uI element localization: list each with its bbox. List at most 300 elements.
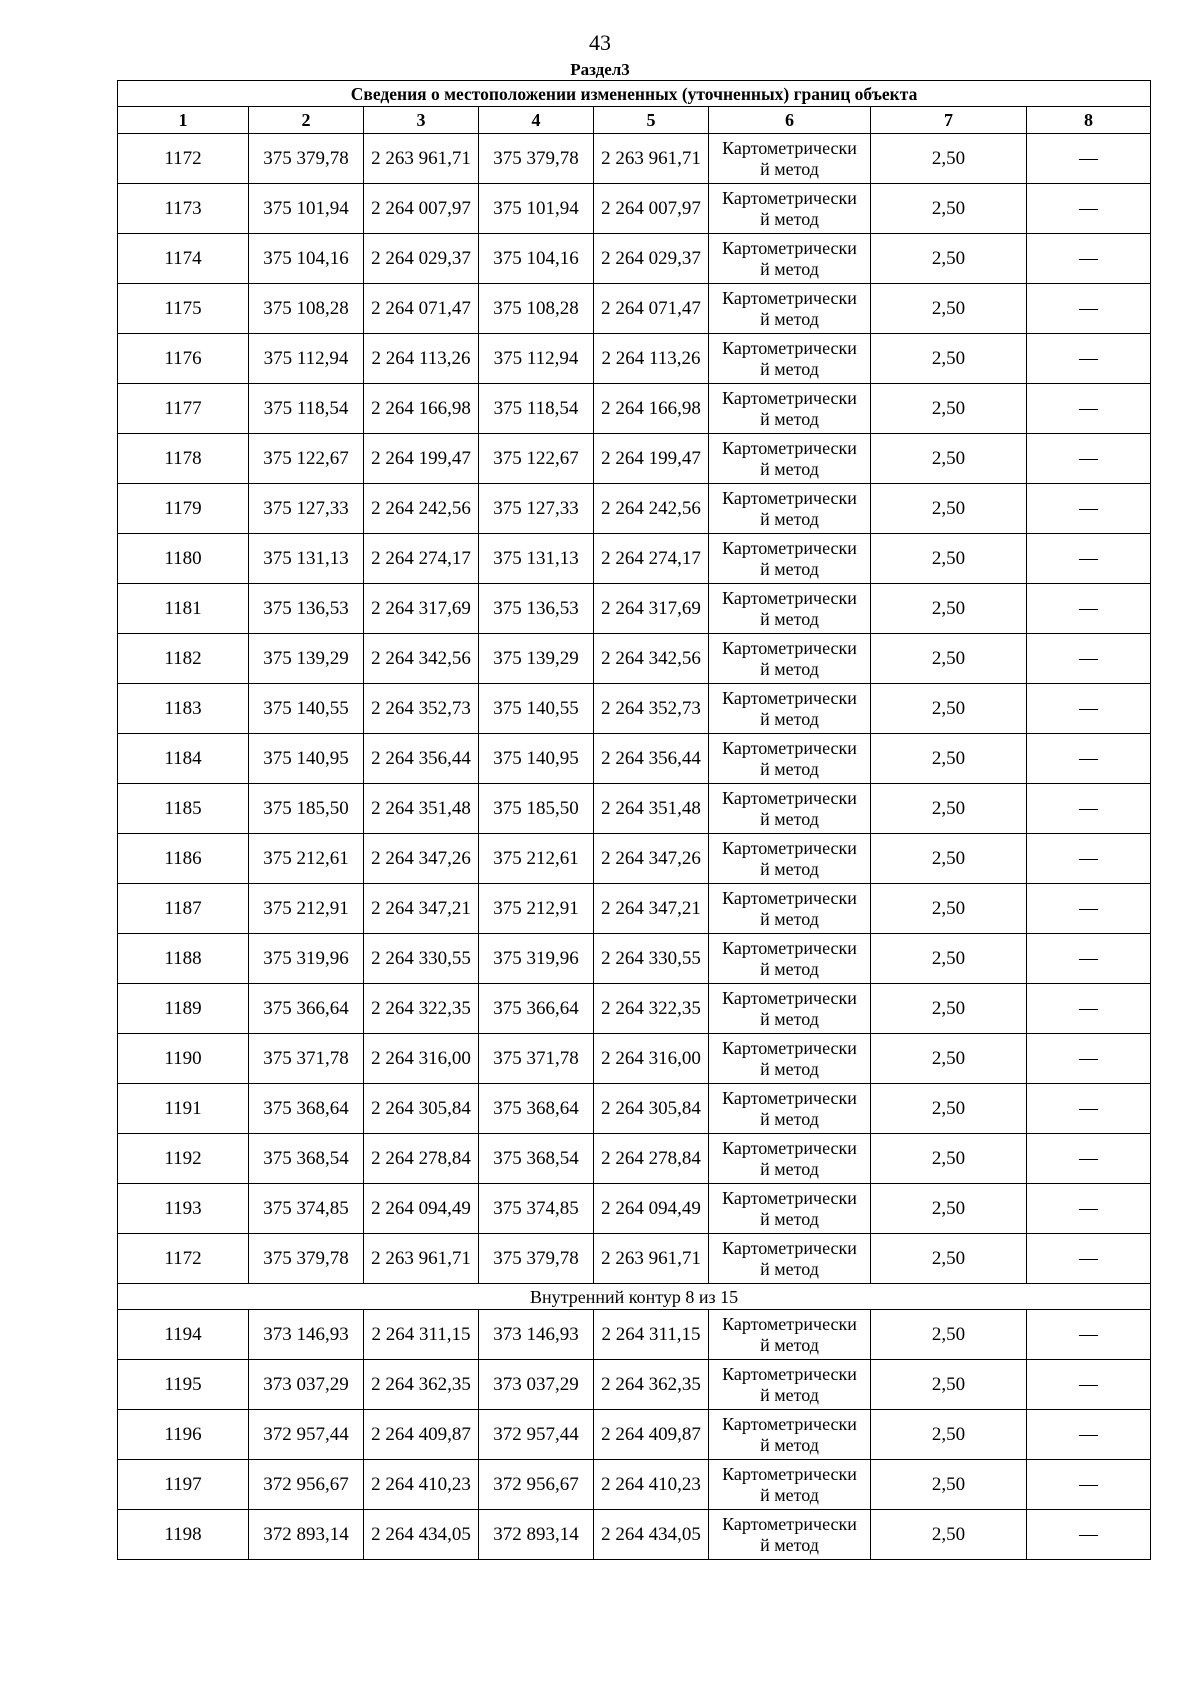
x-old-cell: 375 368,64 <box>249 1084 364 1134</box>
table-caption-row <box>118 81 1151 107</box>
point-number-cell: 1196 <box>118 1410 249 1460</box>
accuracy-cell: 2,50 <box>871 1084 1027 1134</box>
y-old-cell: 2 263 961,71 <box>364 134 479 184</box>
method-cell <box>709 1460 871 1510</box>
y-old-cell: 2 264 274,17 <box>364 534 479 584</box>
point-number-cell: 1176 <box>118 334 249 384</box>
method-text-line2: й метод <box>760 1484 819 1505</box>
contour-heading: Внутренний контур 8 из 15 <box>118 1284 1151 1310</box>
y-new-cell: 2 264 356,44 <box>594 734 709 784</box>
page-number: 43 <box>589 30 611 55</box>
x-new-cell: 375 379,78 <box>479 134 594 184</box>
accuracy-cell: 2,50 <box>871 184 1027 234</box>
table-row <box>118 284 1151 334</box>
note-cell: — <box>1027 134 1151 184</box>
boundary-coordinates-table <box>117 80 1151 1560</box>
y-old-cell: 2 263 961,71 <box>364 1234 479 1284</box>
y-old-cell: 2 264 094,49 <box>364 1184 479 1234</box>
note-cell: — <box>1027 584 1151 634</box>
method-cell <box>709 234 871 284</box>
y-new-cell: 2 264 029,37 <box>594 234 709 284</box>
y-new-cell: 2 264 362,35 <box>594 1360 709 1410</box>
method-text-line1: Картометрически <box>722 1187 857 1208</box>
x-old-cell: 375 140,55 <box>249 684 364 734</box>
accuracy-cell: 2,50 <box>871 884 1027 934</box>
y-new-cell: 2 264 311,15 <box>594 1310 709 1360</box>
method-cell <box>709 134 871 184</box>
table-row <box>118 1510 1151 1560</box>
method-cell <box>709 284 871 334</box>
note-cell: — <box>1027 284 1151 334</box>
accuracy-cell: 2,50 <box>871 1184 1027 1234</box>
method-text-line2: й метод <box>760 1534 819 1555</box>
x-old-cell: 372 957,44 <box>249 1410 364 1460</box>
table-row <box>118 634 1151 684</box>
point-number-cell: 1183 <box>118 684 249 734</box>
table-row <box>118 1460 1151 1510</box>
table-row <box>118 1184 1151 1234</box>
y-new-cell: 2 264 434,05 <box>594 1510 709 1560</box>
x-old-cell: 375 101,94 <box>249 184 364 234</box>
method-text-line2: й метод <box>760 558 819 579</box>
note-cell: — <box>1027 1410 1151 1460</box>
x-new-cell: 375 118,54 <box>479 384 594 434</box>
table-row <box>118 234 1151 284</box>
table-row <box>118 1034 1151 1084</box>
y-old-cell: 2 264 166,98 <box>364 384 479 434</box>
table-row <box>118 534 1151 584</box>
note-cell: — <box>1027 534 1151 584</box>
method-cell <box>709 1310 871 1360</box>
table-row <box>118 734 1151 784</box>
column-number-row <box>118 107 1151 134</box>
x-new-cell: 375 140,55 <box>479 684 594 734</box>
accuracy-cell: 2,50 <box>871 484 1027 534</box>
accuracy-cell: 2,50 <box>871 684 1027 734</box>
y-new-cell: 2 264 347,21 <box>594 884 709 934</box>
method-text-line2: й метод <box>760 858 819 879</box>
point-number-cell: 1173 <box>118 184 249 234</box>
method-cell <box>709 384 871 434</box>
method-cell <box>709 734 871 784</box>
method-text-line1: Картометрически <box>722 1237 857 1258</box>
y-new-cell: 2 263 961,71 <box>594 1234 709 1284</box>
accuracy-cell: 2,50 <box>871 384 1027 434</box>
x-new-cell: 375 371,78 <box>479 1034 594 1084</box>
column-number: 6 <box>709 107 871 134</box>
x-old-cell: 375 131,13 <box>249 534 364 584</box>
method-text-line2: й метод <box>760 1384 819 1405</box>
point-number-cell: 1177 <box>118 384 249 434</box>
point-number-cell: 1195 <box>118 1360 249 1410</box>
y-old-cell: 2 264 330,55 <box>364 934 479 984</box>
y-new-cell: 2 264 322,35 <box>594 984 709 1034</box>
y-new-cell: 2 264 352,73 <box>594 684 709 734</box>
y-new-cell: 2 263 961,71 <box>594 134 709 184</box>
point-number-cell: 1191 <box>118 1084 249 1134</box>
note-cell: — <box>1027 1360 1151 1410</box>
x-new-cell: 375 122,67 <box>479 434 594 484</box>
x-old-cell: 375 366,64 <box>249 984 364 1034</box>
method-cell <box>709 1360 871 1410</box>
note-cell: — <box>1027 634 1151 684</box>
note-cell: — <box>1027 1134 1151 1184</box>
y-new-cell: 2 264 113,26 <box>594 334 709 384</box>
x-old-cell: 375 140,95 <box>249 734 364 784</box>
method-text-line2: й метод <box>760 408 819 429</box>
accuracy-cell: 2,50 <box>871 1410 1027 1460</box>
y-new-cell: 2 264 342,56 <box>594 634 709 684</box>
point-number-cell: 1182 <box>118 634 249 684</box>
column-number: 8 <box>1027 107 1151 134</box>
point-number-cell: 1188 <box>118 934 249 984</box>
point-number-cell: 1175 <box>118 284 249 334</box>
method-text-line1: Картометрически <box>722 437 857 458</box>
note-cell: — <box>1027 684 1151 734</box>
point-number-cell: 1178 <box>118 434 249 484</box>
table-row <box>118 1410 1151 1460</box>
table-row <box>118 1234 1151 1284</box>
note-cell: — <box>1027 434 1151 484</box>
x-old-cell: 375 371,78 <box>249 1034 364 1084</box>
x-new-cell: 375 185,50 <box>479 784 594 834</box>
accuracy-cell: 2,50 <box>871 1134 1027 1184</box>
x-new-cell: 375 368,54 <box>479 1134 594 1184</box>
method-cell <box>709 984 871 1034</box>
method-text-line2: й метод <box>760 308 819 329</box>
method-cell <box>709 1084 871 1134</box>
method-text-line1: Картометрически <box>722 837 857 858</box>
note-cell: — <box>1027 1310 1151 1360</box>
y-old-cell: 2 264 322,35 <box>364 984 479 1034</box>
x-old-cell: 375 212,91 <box>249 884 364 934</box>
y-old-cell: 2 264 199,47 <box>364 434 479 484</box>
y-old-cell: 2 264 317,69 <box>364 584 479 634</box>
y-old-cell: 2 264 342,56 <box>364 634 479 684</box>
y-old-cell: 2 264 113,26 <box>364 334 479 384</box>
method-text-line2: й метод <box>760 208 819 229</box>
x-new-cell: 375 136,53 <box>479 584 594 634</box>
table-row <box>118 484 1151 534</box>
method-text-line1: Картометрически <box>722 687 857 708</box>
point-number-cell: 1185 <box>118 784 249 834</box>
x-old-cell: 375 136,53 <box>249 584 364 634</box>
column-number: 2 <box>249 107 364 134</box>
x-new-cell: 375 139,29 <box>479 634 594 684</box>
table-row <box>118 334 1151 384</box>
point-number-cell: 1174 <box>118 234 249 284</box>
note-cell: — <box>1027 884 1151 934</box>
y-new-cell: 2 264 409,87 <box>594 1410 709 1460</box>
method-text-line2: й метод <box>760 708 819 729</box>
method-text-line1: Картометрически <box>722 487 857 508</box>
x-new-cell: 373 146,93 <box>479 1310 594 1360</box>
x-new-cell: 375 104,16 <box>479 234 594 284</box>
note-cell: — <box>1027 1234 1151 1284</box>
method-text-line1: Картометрически <box>722 637 857 658</box>
note-cell: — <box>1027 184 1151 234</box>
y-new-cell: 2 264 166,98 <box>594 384 709 434</box>
method-text-line1: Картометрически <box>722 537 857 558</box>
table-row <box>118 1084 1151 1134</box>
method-text-line2: й метод <box>760 658 819 679</box>
method-text-line2: й метод <box>760 808 819 829</box>
y-old-cell: 2 264 311,15 <box>364 1310 479 1360</box>
x-new-cell: 375 140,95 <box>479 734 594 784</box>
section-title: Раздел3 <box>570 60 630 79</box>
method-text-line1: Картометрически <box>722 587 857 608</box>
method-text-line1: Картометрически <box>722 987 857 1008</box>
method-text-line2: й метод <box>760 1008 819 1029</box>
method-text-line2: й метод <box>760 258 819 279</box>
x-new-cell: 375 112,94 <box>479 334 594 384</box>
table-row <box>118 384 1151 434</box>
table-row <box>118 1134 1151 1184</box>
table-row <box>118 584 1151 634</box>
x-new-cell: 375 131,13 <box>479 534 594 584</box>
note-cell: — <box>1027 484 1151 534</box>
method-text-line1: Картометрически <box>722 337 857 358</box>
accuracy-cell: 2,50 <box>871 534 1027 584</box>
method-text-line2: й метод <box>760 458 819 479</box>
x-old-cell: 375 104,16 <box>249 234 364 284</box>
y-new-cell: 2 264 317,69 <box>594 584 709 634</box>
method-text-line1: Картометрически <box>722 937 857 958</box>
y-old-cell: 2 264 305,84 <box>364 1084 479 1134</box>
x-old-cell: 375 185,50 <box>249 784 364 834</box>
method-text-line1: Картометрически <box>722 187 857 208</box>
column-number: 4 <box>479 107 594 134</box>
x-old-cell: 375 379,78 <box>249 134 364 184</box>
point-number-cell: 1190 <box>118 1034 249 1084</box>
x-old-cell: 373 037,29 <box>249 1360 364 1410</box>
note-cell: — <box>1027 1034 1151 1084</box>
column-number: 7 <box>871 107 1027 134</box>
accuracy-cell: 2,50 <box>871 1234 1027 1284</box>
y-new-cell: 2 264 305,84 <box>594 1084 709 1134</box>
method-text-line2: й метод <box>760 908 819 929</box>
accuracy-cell: 2,50 <box>871 584 1027 634</box>
y-new-cell: 2 264 410,23 <box>594 1460 709 1510</box>
method-text-line1: Картометрически <box>722 737 857 758</box>
table-row <box>118 784 1151 834</box>
x-old-cell: 375 319,96 <box>249 934 364 984</box>
x-old-cell: 375 139,29 <box>249 634 364 684</box>
note-cell: — <box>1027 1510 1151 1560</box>
note-cell: — <box>1027 784 1151 834</box>
method-text-line2: й метод <box>760 1158 819 1179</box>
accuracy-cell: 2,50 <box>871 234 1027 284</box>
accuracy-cell: 2,50 <box>871 434 1027 484</box>
method-text-line2: й метод <box>760 158 819 179</box>
x-old-cell: 375 374,85 <box>249 1184 364 1234</box>
method-cell <box>709 934 871 984</box>
x-new-cell: 372 893,14 <box>479 1510 594 1560</box>
method-cell <box>709 334 871 384</box>
table-row <box>118 984 1151 1034</box>
table-row <box>118 684 1151 734</box>
x-new-cell: 375 212,91 <box>479 884 594 934</box>
method-cell <box>709 1034 871 1084</box>
method-text-line1: Картометрически <box>722 1513 857 1534</box>
accuracy-cell: 2,50 <box>871 1034 1027 1084</box>
accuracy-cell: 2,50 <box>871 134 1027 184</box>
point-number-cell: 1197 <box>118 1460 249 1510</box>
point-number-cell: 1172 <box>118 1234 249 1284</box>
method-cell <box>709 1184 871 1234</box>
note-cell: — <box>1027 384 1151 434</box>
accuracy-cell: 2,50 <box>871 934 1027 984</box>
contour-heading-row <box>118 1284 1151 1310</box>
point-number-cell: 1179 <box>118 484 249 534</box>
x-old-cell: 375 379,78 <box>249 1234 364 1284</box>
method-cell <box>709 534 871 584</box>
accuracy-cell: 2,50 <box>871 984 1027 1034</box>
method-text-line1: Картометрически <box>722 1313 857 1334</box>
method-text-line1: Картометрически <box>722 787 857 808</box>
method-cell <box>709 834 871 884</box>
table-caption: Сведения о местоположении измененных (уточненных) границ объекта <box>118 81 1151 107</box>
x-old-cell: 375 212,61 <box>249 834 364 884</box>
table-row <box>118 434 1151 484</box>
y-old-cell: 2 264 029,37 <box>364 234 479 284</box>
method-text-line2: й метод <box>760 608 819 629</box>
column-number: 5 <box>594 107 709 134</box>
method-text-line2: й метод <box>760 1108 819 1129</box>
accuracy-cell: 2,50 <box>871 834 1027 884</box>
accuracy-cell: 2,50 <box>871 784 1027 834</box>
accuracy-cell: 2,50 <box>871 1360 1027 1410</box>
x-old-cell: 372 893,14 <box>249 1510 364 1560</box>
x-new-cell: 372 957,44 <box>479 1410 594 1460</box>
y-old-cell: 2 264 347,26 <box>364 834 479 884</box>
table-row <box>118 884 1151 934</box>
y-new-cell: 2 264 316,00 <box>594 1034 709 1084</box>
note-cell: — <box>1027 1184 1151 1234</box>
y-new-cell: 2 264 199,47 <box>594 434 709 484</box>
x-old-cell: 375 368,54 <box>249 1134 364 1184</box>
note-cell: — <box>1027 1460 1151 1510</box>
note-cell: — <box>1027 234 1151 284</box>
point-number-cell: 1187 <box>118 884 249 934</box>
y-old-cell: 2 264 007,97 <box>364 184 479 234</box>
y-new-cell: 2 264 351,48 <box>594 784 709 834</box>
accuracy-cell: 2,50 <box>871 1460 1027 1510</box>
method-cell <box>709 1134 871 1184</box>
x-old-cell: 375 122,67 <box>249 434 364 484</box>
x-old-cell: 375 118,54 <box>249 384 364 434</box>
y-old-cell: 2 264 434,05 <box>364 1510 479 1560</box>
method-cell <box>709 1510 871 1560</box>
note-cell: — <box>1027 334 1151 384</box>
note-cell: — <box>1027 1084 1151 1134</box>
method-text-line1: Картометрически <box>722 137 857 158</box>
method-cell <box>709 184 871 234</box>
method-cell <box>709 784 871 834</box>
method-cell <box>709 584 871 634</box>
method-text-line1: Картометрически <box>722 1463 857 1484</box>
method-text-line2: й метод <box>760 1334 819 1355</box>
table-row <box>118 134 1151 184</box>
y-new-cell: 2 264 242,56 <box>594 484 709 534</box>
x-new-cell: 375 127,33 <box>479 484 594 534</box>
method-text-line2: й метод <box>760 508 819 529</box>
x-new-cell: 372 956,67 <box>479 1460 594 1510</box>
method-cell <box>709 684 871 734</box>
method-text-line1: Картометрически <box>722 237 857 258</box>
accuracy-cell: 2,50 <box>871 334 1027 384</box>
y-old-cell: 2 264 409,87 <box>364 1410 479 1460</box>
column-number: 1 <box>118 107 249 134</box>
table-row <box>118 834 1151 884</box>
x-new-cell: 375 379,78 <box>479 1234 594 1284</box>
y-old-cell: 2 264 362,35 <box>364 1360 479 1410</box>
method-cell <box>709 634 871 684</box>
point-number-cell: 1192 <box>118 1134 249 1184</box>
method-text-line1: Картометрически <box>722 287 857 308</box>
table-body <box>118 134 1151 1560</box>
x-old-cell: 372 956,67 <box>249 1460 364 1510</box>
point-number-cell: 1194 <box>118 1310 249 1360</box>
method-text-line1: Картометрически <box>722 387 857 408</box>
point-number-cell: 1172 <box>118 134 249 184</box>
y-new-cell: 2 264 330,55 <box>594 934 709 984</box>
note-cell: — <box>1027 734 1151 784</box>
y-new-cell: 2 264 278,84 <box>594 1134 709 1184</box>
method-text-line2: й метод <box>760 1058 819 1079</box>
method-text-line2: й метод <box>760 1258 819 1279</box>
y-old-cell: 2 264 347,21 <box>364 884 479 934</box>
method-cell <box>709 434 871 484</box>
point-number-cell: 1184 <box>118 734 249 784</box>
y-new-cell: 2 264 007,97 <box>594 184 709 234</box>
x-new-cell: 373 037,29 <box>479 1360 594 1410</box>
method-text-line2: й метод <box>760 958 819 979</box>
y-old-cell: 2 264 410,23 <box>364 1460 479 1510</box>
x-old-cell: 375 112,94 <box>249 334 364 384</box>
x-old-cell: 375 108,28 <box>249 284 364 334</box>
note-cell: — <box>1027 984 1151 1034</box>
y-old-cell: 2 264 071,47 <box>364 284 479 334</box>
point-number-cell: 1181 <box>118 584 249 634</box>
x-new-cell: 375 319,96 <box>479 934 594 984</box>
note-cell: — <box>1027 834 1151 884</box>
method-text-line1: Картометрически <box>722 1087 857 1108</box>
table-row <box>118 1310 1151 1360</box>
point-number-cell: 1198 <box>118 1510 249 1560</box>
x-old-cell: 375 127,33 <box>249 484 364 534</box>
method-text-line2: й метод <box>760 358 819 379</box>
accuracy-cell: 2,50 <box>871 1510 1027 1560</box>
method-text-line1: Картометрически <box>722 1137 857 1158</box>
note-cell: — <box>1027 934 1151 984</box>
y-old-cell: 2 264 351,48 <box>364 784 479 834</box>
method-cell <box>709 484 871 534</box>
method-text-line2: й метод <box>760 1434 819 1455</box>
table-row <box>118 184 1151 234</box>
method-text-line2: й метод <box>760 1208 819 1229</box>
method-text-line2: й метод <box>760 758 819 779</box>
y-new-cell: 2 264 347,26 <box>594 834 709 884</box>
x-new-cell: 375 108,28 <box>479 284 594 334</box>
y-old-cell: 2 264 356,44 <box>364 734 479 784</box>
method-text-line1: Картометрически <box>722 1037 857 1058</box>
accuracy-cell: 2,50 <box>871 1310 1027 1360</box>
y-old-cell: 2 264 352,73 <box>364 684 479 734</box>
method-cell <box>709 1234 871 1284</box>
y-old-cell: 2 264 242,56 <box>364 484 479 534</box>
table-row <box>118 1360 1151 1410</box>
